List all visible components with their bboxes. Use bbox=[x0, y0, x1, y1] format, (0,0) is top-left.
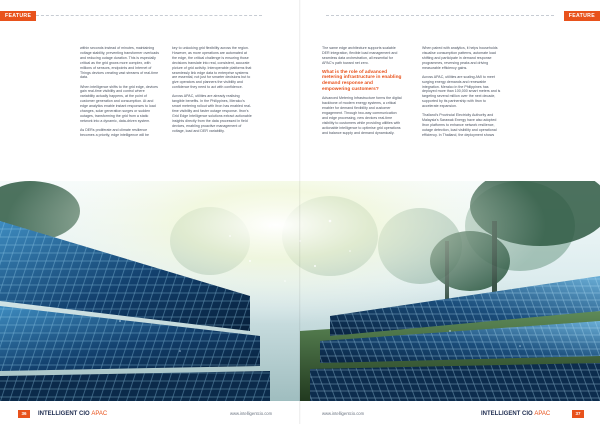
spine-shadow bbox=[299, 0, 301, 424]
brand-name: INTELLIGENT CIO bbox=[481, 411, 533, 417]
paragraph: within seconds instead of minutes, maintaining voltage stability, preventing transformer overloads and reducing outage duration. This is especially critical as the grid grows more complex, with millions of sensors, endpoints and Internet of Things devices creating vast streams of real-time data. bbox=[80, 46, 160, 80]
section-heading: What is the role of advanced metering infrastructure in enabling demand response and empowering customers? bbox=[322, 69, 402, 92]
paragraph: Across APAC, utilities are scaling AMI to meet surging energy demands and renewable integration. Meralco in the Philippines has deployed more than 100,000 smart meters and is targeting several million over the next decade, supported by its partnership with Itron to accelerate expansion. bbox=[422, 74, 501, 109]
paragraph: As DERs proliferate and climate resilience becomes a priority, edge intelligence will be bbox=[80, 127, 150, 137]
feature-tab-right: FEATURE bbox=[564, 11, 600, 21]
left-column-2 bbox=[172, 46, 252, 138]
paragraph: Advanced Metering Infrastructure forms the digital backbone of modern energy systems, a critical enabler for demand flexibility and customer engagement. Through two-way communication and edge processing, new devices real-time visibility to customers while providing utilities with actionable intelligence to optimise grid operations and balance supply and demand dynamically. bbox=[322, 96, 402, 135]
brand-name: INTELLIGENT CIO bbox=[38, 411, 90, 417]
brand-left bbox=[38, 410, 107, 418]
header-rule-left bbox=[36, 15, 262, 16]
page-number-left: 36 bbox=[18, 410, 30, 418]
right-column-2 bbox=[422, 46, 502, 142]
left-column-1 bbox=[80, 46, 160, 142]
footer-left bbox=[0, 404, 300, 424]
header-rule-right bbox=[326, 15, 554, 16]
url-left[interactable]: www.intelligentcio.com bbox=[230, 411, 273, 416]
feature-tab-left: FEATURE bbox=[0, 11, 36, 21]
paragraph: When paired with analytics, it helps households visualise consumption patterns, automate load shifting and participate in demand response programmes, reversing peaks and driving measurable efficiency gains. bbox=[422, 46, 498, 70]
page-number-right: 37 bbox=[572, 410, 584, 418]
paragraph: Across APAC, utilities are already realising tangible benefits. In the Philippines, Meralco's smart metering rollout with Itron has enabled real-time visibility and faster outage response. Itron's Grid Edge Intelligence solutions extract actionable insights directly from the data processed in field devices, enabling proactive management of voltage, load and DER variability. bbox=[172, 94, 252, 133]
paragraph: key to unlocking grid flexibility across the region. However, as more operations are automated at the edge, the critical challenge is ensuring those decisions translate into real, consistent, accurate picture of grid activity. Interoperable platforms that seamlessly link edge data to enterprise systems are essential, not just for smarter decisions but to give operators and planners the visibility and confidence they need to act with confidence. bbox=[172, 46, 252, 90]
paragraph: Thailand's Provincial Electricity Authority and Malaysia's Sarawak Energy have also adopted Itron platforms to enhance network resilience, outage detection, load visibility and operational efficiency. In Thailand, the deployment shows bbox=[422, 113, 497, 137]
brand-region: APAC bbox=[534, 411, 551, 417]
brand-region: APAC bbox=[91, 411, 108, 417]
paragraph: When intelligence shifts to the grid edge, devices gain real-time visibility and control where variability actually happens, at the point of customer generation and consumption. At and edge analytics enable instant responses to load changes, solar generation surges or sudden outages, transforming the grid from a static network into a dynamic, data-driven system. bbox=[80, 84, 158, 123]
right-column-1 bbox=[322, 46, 402, 140]
url-right[interactable]: www.intelligentcio.com bbox=[322, 411, 365, 416]
brand-right bbox=[481, 410, 550, 418]
paragraph: The same edge architecture supports scalable DER integration, flexible load management and seamless data orchestration, all essential for APAC's path toward net zero. bbox=[322, 46, 398, 65]
footer-right bbox=[300, 404, 600, 424]
